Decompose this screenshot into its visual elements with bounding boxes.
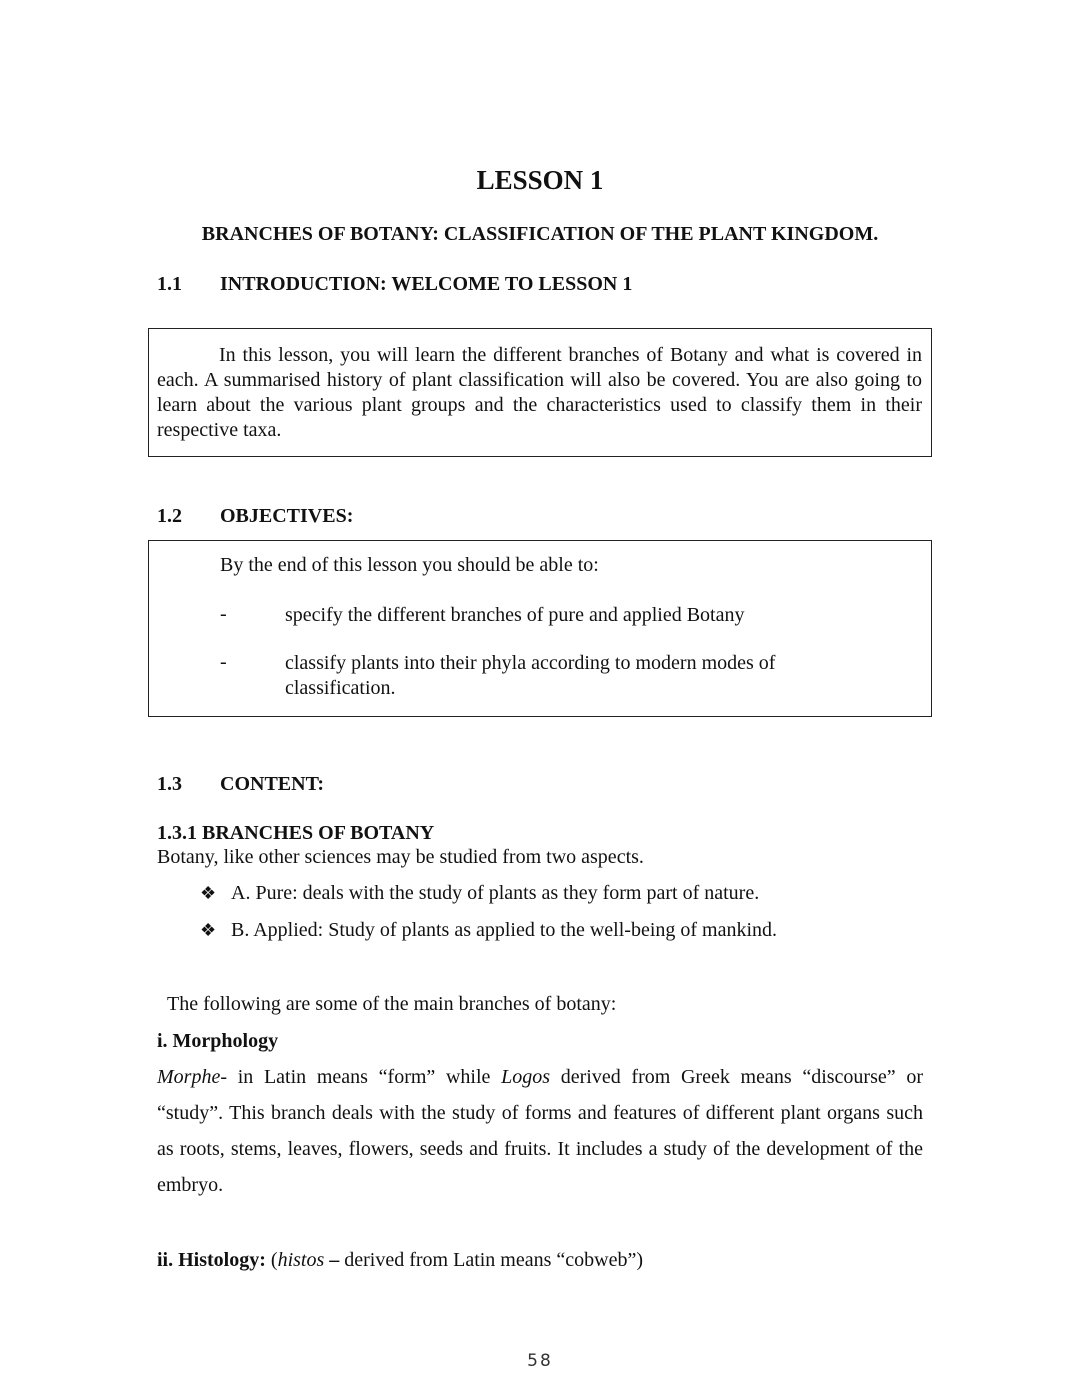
section-title-content: CONTENT: bbox=[220, 773, 325, 795]
subheading-branches: 1.3.1 BRANCHES OF BOTANY bbox=[157, 822, 435, 844]
diamond-bullet-icon: ❖ bbox=[200, 883, 217, 903]
section-number-content: 1.3 bbox=[157, 773, 182, 795]
main-heading: BRANCHES OF BOTANY: CLASSIFICATION OF THE PLANT KINGDOM. bbox=[201, 223, 879, 245]
branches-intro: The following are some of the main branches of botany: bbox=[167, 993, 617, 1015]
branches-lead: Botany, like other sciences may be studied from two aspects. bbox=[157, 846, 644, 868]
objective-dash: - bbox=[220, 603, 227, 625]
histology-paren: ( bbox=[265, 1249, 278, 1271]
intro-text: In this lesson, you will learn the different branches of Botany and what is covered in each. A summarised history of plant classification will also be covered. You are also going to learn about the various plant groups and the characteristics used to classify them in their respective taxa. bbox=[157, 344, 922, 441]
section-number-objectives: 1.2 bbox=[157, 505, 182, 527]
histology-term: histos bbox=[277, 1249, 325, 1271]
morphology-text: - in Latin means “form” while bbox=[220, 1066, 502, 1088]
page-number: 58 bbox=[527, 1351, 553, 1371]
section-number-intro: 1.1 bbox=[157, 273, 182, 295]
morphology-heading: i. Morphology bbox=[157, 1030, 279, 1052]
objective-dash: - bbox=[220, 651, 227, 673]
objectives-lead: By the end of this lesson you should be able to: bbox=[220, 554, 599, 576]
objective-item: classify plants into their phyla according to modern modes of classification. bbox=[285, 652, 776, 699]
bullet-text: A. Pure: deals with the study of plants as they form part of nature. bbox=[231, 882, 760, 904]
bullet-text: B. Applied: Study of plants as applied to the well-being of mankind. bbox=[231, 919, 778, 941]
morphology-paragraph bbox=[157, 1059, 923, 1203]
section-title-objectives: OBJECTIVES: bbox=[220, 505, 354, 527]
histology-dash: – bbox=[324, 1249, 340, 1271]
morphology-term-morphe: Morphe bbox=[157, 1066, 221, 1088]
lesson-title: LESSON 1 bbox=[476, 165, 604, 195]
objective-item: specify the different branches of pure and applied Botany bbox=[285, 604, 745, 626]
morphology-term-logos: Logos bbox=[501, 1066, 551, 1088]
histology-text: derived from Latin means “cobweb”) bbox=[339, 1249, 644, 1271]
section-title-intro: INTRODUCTION: WELCOME TO LESSON 1 bbox=[220, 273, 633, 295]
morphology-text: derived from Greek means “discourse” or “study”. This branch deals with the study of forms and features of different plant organs such as roots, stems, leaves, flowers, seeds and fruits. It includes a study of the development of the embryo. bbox=[157, 1066, 923, 1196]
histology-heading: ii. Histology: bbox=[157, 1249, 266, 1271]
diamond-bullet-icon: ❖ bbox=[200, 920, 217, 940]
histology-line bbox=[157, 1249, 643, 1272]
